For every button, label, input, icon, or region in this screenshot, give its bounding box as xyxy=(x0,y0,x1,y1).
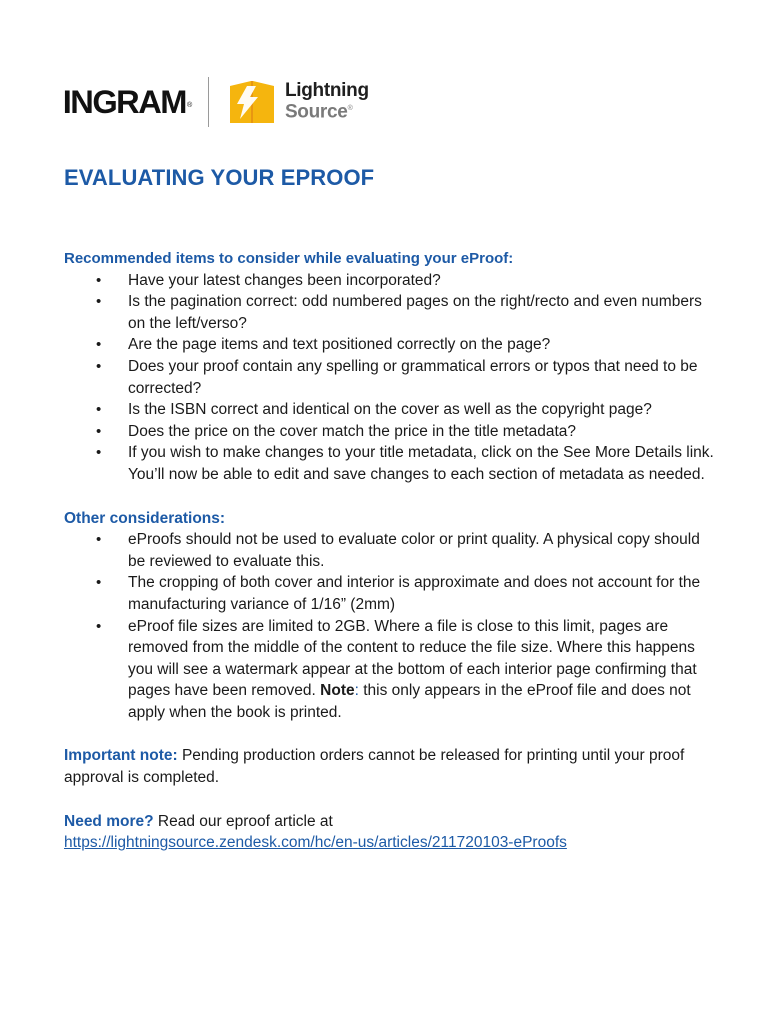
important-note: Important note: Pending production orders cannot be released for printing until your proof approval is completed. xyxy=(64,747,685,787)
logo-divider xyxy=(208,77,209,127)
recommended-heading: Recommended items to consider while evaluating your eProof: xyxy=(64,250,514,267)
lightning-source-wordmark: Lightning Source® xyxy=(284,80,369,123)
other-considerations-heading: Other considerations: xyxy=(64,509,226,527)
bullet-icon: • xyxy=(96,271,102,289)
list-item: • Is the ISBN correct and identical on the cover as well as the copyright page? xyxy=(64,399,714,421)
list-item: • eProof file sizes are limited to 2GB. Where a file is close to this limit, pages are removed from the middle of the content to reduce the file size. Where this happens you will see a watermark appear at the bottom of each interior page confirming that pages have been removed. Note: this only appears in the eProof file and does not apply when the book is printed. xyxy=(96,617,697,721)
logo-header xyxy=(64,74,369,130)
list-item: • Have your latest changes been incorporated? xyxy=(64,270,714,292)
important-note-label: Important note: xyxy=(64,747,178,765)
need-more-label: Need more? xyxy=(64,812,154,830)
need-more: Need more? Read our eproof article at xyxy=(64,812,333,830)
bullet-icon: • xyxy=(96,444,102,462)
bullet-icon: • xyxy=(96,293,102,311)
ingram-logo: INGRAM® xyxy=(62,83,193,120)
list-item: • If you wish to make changes to your title metadata, click on the See More Details link. You’ll now be able to edit and save changes to each section of metadata as needed. xyxy=(96,444,714,483)
bullet-icon: • xyxy=(96,617,102,635)
list-item: • Is the pagination correct: odd numbered pages on the right/recto and even numbers on the left/verso? xyxy=(96,293,702,332)
list-item: • The cropping of both cover and interior is approximate and does not account for the manufacturing variance of 1/16” (2mm) xyxy=(96,574,701,613)
bullet-icon: • xyxy=(96,336,102,354)
document-body xyxy=(64,248,714,854)
list-item: • Does your proof contain any spelling or grammatical errors or typos that need to be corrected? xyxy=(96,357,698,397)
other-considerations-list xyxy=(64,529,714,723)
list-item: • Does the price on the cover match the price in the title metadata? xyxy=(64,421,714,443)
recommended-list xyxy=(64,270,714,486)
page-title: EVALUATING YOUR EPROOF xyxy=(64,165,375,190)
bullet-icon: • xyxy=(96,422,102,440)
note-label: Note xyxy=(320,682,355,700)
bullet-icon: • xyxy=(96,574,102,592)
bullet-icon: • xyxy=(96,357,102,375)
eproof-article-link[interactable]: https://lightningsource.zendesk.com/hc/en-us/articles/211720103-eProofs xyxy=(64,834,567,852)
bullet-icon: • xyxy=(96,401,102,419)
list-item: • Are the page items and text positioned correctly on the page? xyxy=(64,334,714,356)
lightning-source-book-icon xyxy=(227,77,277,127)
list-item: • eProofs should not be used to evaluate color or print quality. A physical copy should be reviewed to evaluate this. xyxy=(96,531,700,570)
bullet-icon: • xyxy=(96,531,102,549)
